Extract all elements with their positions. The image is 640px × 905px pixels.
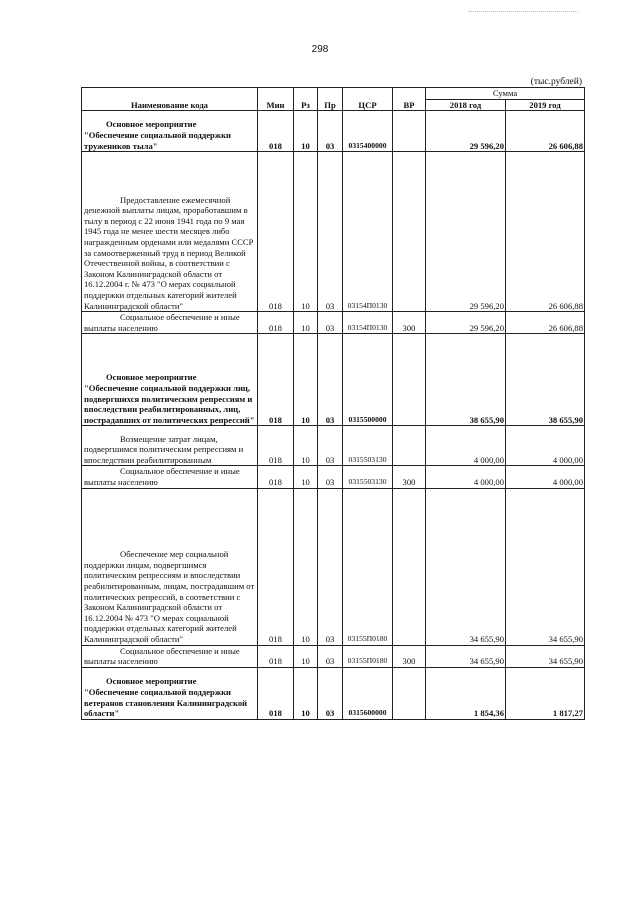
cell-csr: 0315400000 bbox=[343, 111, 393, 152]
cell-min: 018 bbox=[258, 466, 294, 488]
cell-name: Социальное обеспечение и иные выплаты населению bbox=[82, 312, 258, 334]
cell-2019: 34 655,90 bbox=[506, 645, 585, 667]
table-row-main-activity bbox=[82, 334, 585, 426]
cell-2019: 4 000,00 bbox=[506, 466, 585, 488]
cell-rz: 10 bbox=[294, 334, 318, 426]
header-vr: ВР bbox=[393, 88, 426, 111]
table-row bbox=[82, 488, 585, 645]
cell-name: Возмещение затрат лицам, подвергшимся политическим репрессиям и впоследствии реабилитированным bbox=[82, 426, 258, 466]
cell-2018: 34 655,90 bbox=[426, 488, 506, 645]
units-label: (тыс.рублей) bbox=[530, 77, 582, 87]
cell-name bbox=[82, 334, 258, 426]
cell-rz: 10 bbox=[294, 312, 318, 334]
cell-2019: 26 606,88 bbox=[506, 111, 585, 152]
table-row bbox=[82, 426, 585, 466]
cell-rz: 10 bbox=[294, 466, 318, 488]
cell-pr: 03 bbox=[318, 312, 343, 334]
cell-2019: 26 606,88 bbox=[506, 312, 585, 334]
cell-name-text: "Обеспечение социальной поддержки лиц, подвергшихся политическим репрессиям и впоследствии реабилитированных, лиц, пострадавших от политических репрессий" bbox=[84, 383, 255, 425]
cell-name-heading: Основное мероприятие bbox=[106, 372, 197, 383]
header-pr: Пр bbox=[318, 88, 343, 111]
cell-min: 018 bbox=[258, 488, 294, 645]
cell-pr: 03 bbox=[318, 667, 343, 719]
cell-pr: 03 bbox=[318, 152, 343, 312]
cell-min: 018 bbox=[258, 111, 294, 152]
cell-csr: 0315503130 bbox=[343, 426, 393, 466]
cell-name-heading: Основное мероприятие bbox=[106, 119, 197, 130]
cell-min: 018 bbox=[258, 667, 294, 719]
cell-2019: 26 606,88 bbox=[506, 152, 585, 312]
cell-rz: 10 bbox=[294, 488, 318, 645]
cell-vr bbox=[393, 426, 426, 466]
cell-pr: 03 bbox=[318, 645, 343, 667]
cell-pr: 03 bbox=[318, 111, 343, 152]
cell-name-text: "Обеспечение социальной поддержки тружеников тыла" bbox=[84, 130, 231, 151]
cell-vr bbox=[393, 111, 426, 152]
table-row-main-activity bbox=[82, 111, 585, 152]
cell-csr: 03155П0180 bbox=[343, 645, 393, 667]
cell-rz: 10 bbox=[294, 152, 318, 312]
scan-edge-line bbox=[468, 11, 578, 12]
cell-csr: 0315600000 bbox=[343, 667, 393, 719]
cell-2019: 4 000,00 bbox=[506, 426, 585, 466]
cell-2018: 29 596,20 bbox=[426, 152, 506, 312]
cell-2018: 4 000,00 bbox=[426, 426, 506, 466]
cell-vr bbox=[393, 152, 426, 312]
cell-vr bbox=[393, 488, 426, 645]
header-2019: 2019 год bbox=[506, 99, 585, 111]
table-row bbox=[82, 152, 585, 312]
budget-table bbox=[81, 87, 585, 720]
cell-vr: 300 bbox=[393, 645, 426, 667]
cell-vr: 300 bbox=[393, 312, 426, 334]
cell-vr: 300 bbox=[393, 466, 426, 488]
cell-name: Предоставление ежемесячной денежной выплаты лицам, проработавшим в тылу в период с 22 июня 1941 года по 9 мая 1945 года не менее шести месяцев либо награжденным орденами или медалями СССР за самоотверженный труд в период Великой Отечественной войны, в соответствии с Законом Калининградской области от 16.12.2004 г. № 473 "О мерах социальной поддержки отдельных категорий жителей Калининградской области" bbox=[82, 152, 258, 312]
cell-pr: 03 bbox=[318, 426, 343, 466]
header-2018: 2018 год bbox=[426, 99, 506, 111]
cell-csr: 0315500000 bbox=[343, 334, 393, 426]
cell-rz: 10 bbox=[294, 645, 318, 667]
cell-name bbox=[82, 667, 258, 719]
cell-csr: 03154П0130 bbox=[343, 312, 393, 334]
header-csr: ЦСР bbox=[343, 88, 393, 111]
cell-name bbox=[82, 111, 258, 152]
cell-min: 018 bbox=[258, 426, 294, 466]
table-row bbox=[82, 645, 585, 667]
cell-2019: 34 655,90 bbox=[506, 488, 585, 645]
page-number: 298 bbox=[311, 44, 329, 55]
cell-name: Социальное обеспечение и иные выплаты населению bbox=[82, 645, 258, 667]
cell-min: 018 bbox=[258, 312, 294, 334]
cell-min: 018 bbox=[258, 645, 294, 667]
cell-min: 018 bbox=[258, 152, 294, 312]
table-row-main-activity bbox=[82, 667, 585, 719]
cell-pr: 03 bbox=[318, 488, 343, 645]
cell-name: Социальное обеспечение и иные выплаты населению bbox=[82, 466, 258, 488]
cell-pr: 03 bbox=[318, 334, 343, 426]
cell-rz: 10 bbox=[294, 111, 318, 152]
cell-rz: 10 bbox=[294, 426, 318, 466]
table-row bbox=[82, 466, 585, 488]
cell-name: Обеспечение мер социальной поддержки лицам, подвергшимся политическим репрессиям и впоследствии реабилитированным, лицам, пострадавшим от политических репрессий, в соответствии с Законом Калининградской области от 16.12.2004 № 473 "О мерах социальной поддержки отдельных категорий жителей Калининградской области" bbox=[82, 488, 258, 645]
cell-rz: 10 bbox=[294, 667, 318, 719]
cell-2018: 29 596,20 bbox=[426, 111, 506, 152]
header-name: Наименование кода bbox=[82, 88, 258, 111]
cell-2018: 34 655,90 bbox=[426, 645, 506, 667]
cell-2019: 38 655,90 bbox=[506, 334, 585, 426]
cell-name-text: "Обеспечение социальной поддержки ветеранов становления Калининградской области" bbox=[84, 686, 248, 719]
cell-2018: 38 655,90 bbox=[426, 334, 506, 426]
header-min: Мин bbox=[258, 88, 294, 111]
cell-csr: 03154П0130 bbox=[343, 152, 393, 312]
cell-csr: 0315503130 bbox=[343, 466, 393, 488]
header-rz: Рз bbox=[294, 88, 318, 111]
cell-pr: 03 bbox=[318, 466, 343, 488]
table-row bbox=[82, 312, 585, 334]
cell-vr bbox=[393, 667, 426, 719]
cell-vr bbox=[393, 334, 426, 426]
cell-2018: 1 854,36 bbox=[426, 667, 506, 719]
cell-2018: 29 596,20 bbox=[426, 312, 506, 334]
header-sum: Сумма bbox=[426, 88, 585, 100]
cell-name-heading: Основное мероприятие bbox=[106, 676, 197, 687]
cell-2018: 4 000,00 bbox=[426, 466, 506, 488]
cell-csr: 03155П0180 bbox=[343, 488, 393, 645]
cell-min: 018 bbox=[258, 334, 294, 426]
cell-2019: 1 817,27 bbox=[506, 667, 585, 719]
